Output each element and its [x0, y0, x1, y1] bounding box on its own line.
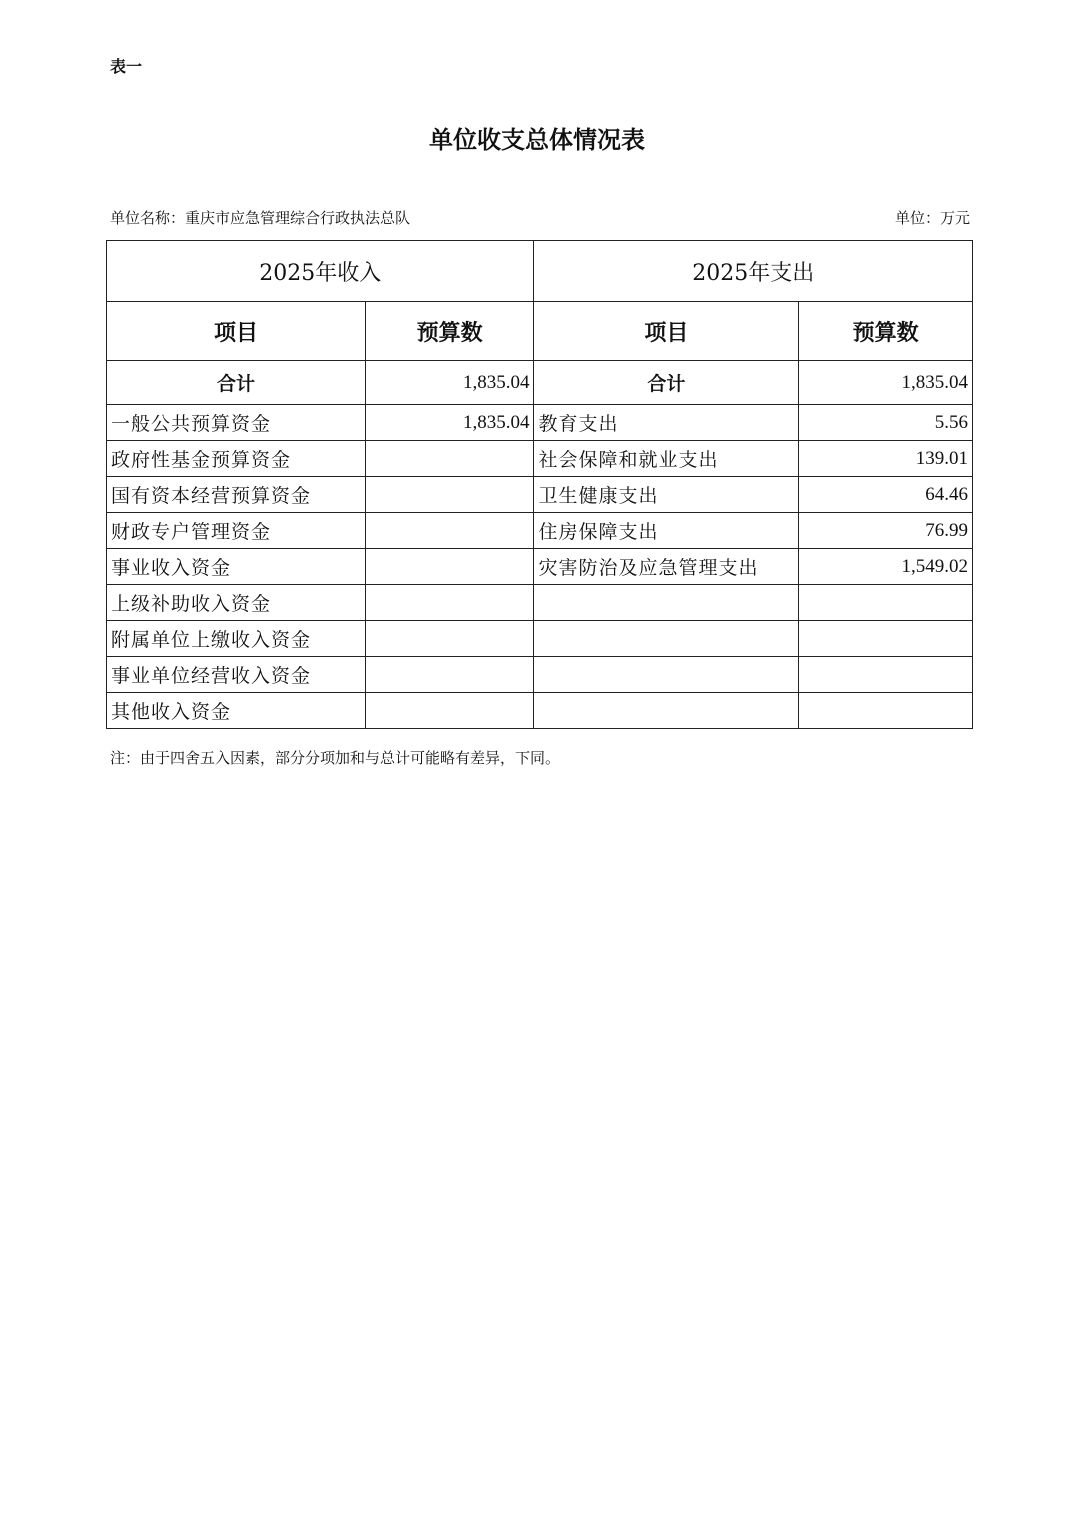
table-number-label: 表一	[110, 57, 143, 76]
income-value	[365, 441, 534, 477]
expense-value: 139.01	[799, 441, 973, 477]
income-total-value: 1,835.04	[365, 361, 534, 405]
expense-value: 76.99	[799, 513, 973, 549]
expense-value: 64.46	[799, 477, 973, 513]
expense-item: 教育支出	[534, 405, 799, 441]
expense-item	[534, 693, 799, 729]
expense-item: 卫生健康支出	[534, 477, 799, 513]
income-value	[365, 513, 534, 549]
income-item: 政府性基金预算资金	[107, 441, 366, 477]
page-title: 单位收支总体情况表	[429, 126, 645, 154]
income-value	[365, 693, 534, 729]
income-item: 一般公共预算资金	[107, 405, 366, 441]
expense-value	[799, 621, 973, 657]
expense-total-value: 1,835.04	[799, 361, 973, 405]
income-item: 财政专户管理资金	[107, 513, 366, 549]
expense-item-header: 项目	[534, 302, 799, 361]
income-item-header: 项目	[107, 302, 366, 361]
income-item: 附属单位上缴收入资金	[107, 621, 366, 657]
expense-item: 住房保障支出	[534, 513, 799, 549]
expense-item	[534, 585, 799, 621]
table-row	[107, 693, 973, 729]
table-row	[107, 549, 973, 585]
income-value	[365, 549, 534, 585]
table-row	[107, 585, 973, 621]
income-total-label: 合计	[107, 361, 366, 405]
table-row	[107, 477, 973, 513]
expense-value	[799, 585, 973, 621]
income-value: 1,835.04	[365, 405, 534, 441]
footnote: 注：由于四舍五入因素，部分分项加和与总计可能略有差异，下同。	[110, 749, 561, 767]
expense-item	[534, 657, 799, 693]
header-row-columns	[107, 302, 973, 361]
expense-total-label: 合计	[534, 361, 799, 405]
expense-item	[534, 621, 799, 657]
expense-header: 2025年支出	[534, 241, 973, 302]
expense-budget-header: 预算数	[799, 302, 973, 361]
table-row	[107, 513, 973, 549]
table-row	[107, 657, 973, 693]
expense-value: 5.56	[799, 405, 973, 441]
income-item: 事业单位经营收入资金	[107, 657, 366, 693]
currency-unit: 单位：万元	[894, 209, 970, 227]
income-header: 2025年收入	[107, 241, 534, 302]
expense-item: 灾害防治及应急管理支出	[534, 549, 799, 585]
total-row	[107, 361, 973, 405]
income-value	[365, 621, 534, 657]
table-row	[107, 405, 973, 441]
table-row	[107, 441, 973, 477]
budget-table	[106, 240, 973, 729]
income-budget-header: 预算数	[365, 302, 534, 361]
expense-item: 社会保障和就业支出	[534, 441, 799, 477]
expense-value: 1,549.02	[799, 549, 973, 585]
expense-value	[799, 657, 973, 693]
income-value	[365, 585, 534, 621]
unit-name: 单位名称：重庆市应急管理综合行政执法总队	[110, 209, 411, 227]
header-row-years	[107, 241, 973, 302]
income-item: 事业收入资金	[107, 549, 366, 585]
income-item: 上级补助收入资金	[107, 585, 366, 621]
income-item: 国有资本经营预算资金	[107, 477, 366, 513]
income-value	[365, 657, 534, 693]
income-item: 其他收入资金	[107, 693, 366, 729]
expense-value	[799, 693, 973, 729]
table-row	[107, 621, 973, 657]
income-value	[365, 477, 534, 513]
